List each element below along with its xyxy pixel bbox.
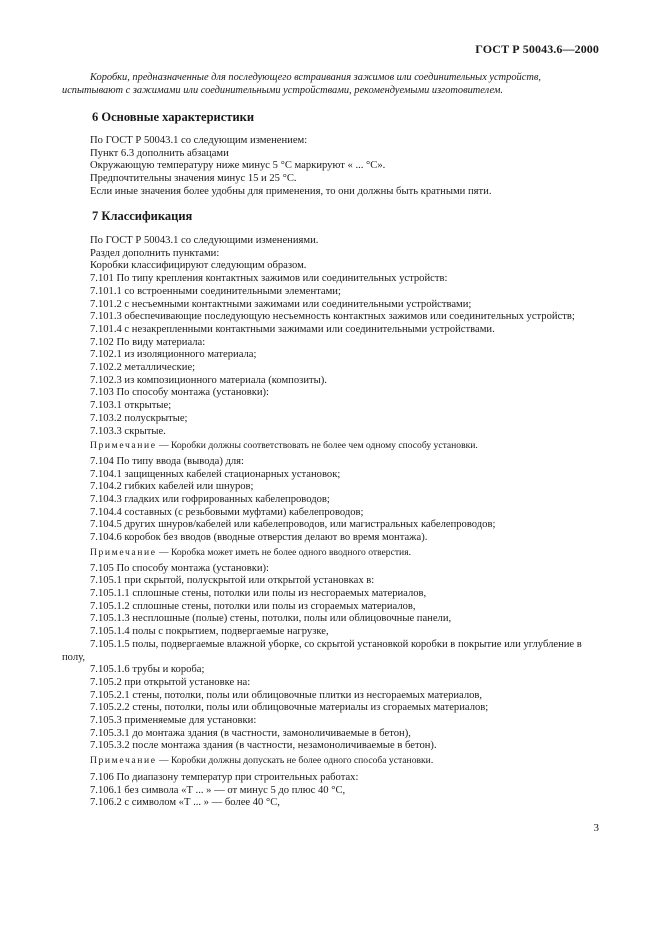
text-line-wrapped: 7.105.1.5 полы, подвергаемые влажной уборке, со скрытой установкой коробки в покрытие или углубление в полу, [62,638,582,663]
text-line: 7.101 По типу крепления контактных зажимов или соединительных устройств: [90,273,448,285]
note-text: — Коробка может иметь не более одного вводного отверстия. [156,546,412,558]
text-line: 7.105.1.3 несплошные (полые) стены, потолки, полы или облицовочные панели, [90,613,452,625]
text-line: 7.104.6 коробок без вводов (вводные отверстия делают во время монтажа). [90,532,428,544]
note-label: Примечание [90,440,157,452]
text-line: 7.105.3 применяемые для установки: [90,715,257,727]
text-line: 7.105.1.2 сплошные стены, потолки или полы из сгораемых материалов, [90,600,416,612]
text-line: 7.105.2.1 стены, потолки, полы или облицовочные плитки из несгораемых материалов, [90,689,483,701]
note-1 [62,440,602,453]
text-line: 7.103.3 скрытые. [90,425,166,437]
text-line: 7.102 По виду материала: [90,336,206,348]
text-line: 7.106 По диапазону температур при строительных работах: [90,771,359,783]
note-2 [62,547,602,560]
note-text: — Коробки должны допускать не более одного способа установки. [156,755,434,767]
text-line: 7.106.1 без символа «Т ... » — от минус 5 до плюс 40 °С, [90,784,346,796]
section-7-body [62,235,602,810]
text-line: 7.103 По способу монтажа (установки): [90,387,269,399]
text-line: 7.105.2 при открытой установке на: [90,676,251,688]
text-line: 7.104.2 гибких кабелей или шнуров; [90,481,254,493]
text-line: 7.105.3.1 до монтажа здания (в частности, замоноличиваемые в бетон), [90,727,411,739]
note-label: Примечание [90,546,157,558]
text-line: 7.101.2 с несъемными контактными зажимами или соединительными устройствами; [90,298,472,310]
intro-paragraph: Коробки, предназначенные для последующего встраивания зажимов или соединительных устройств, испытывают с зажимами или соединительными устройствами, рекомендуемыми изготовителем. [62,72,541,96]
text-line: 7.105.1.1 сплошные стены, потолки или полы из несгораемых материалов, [90,587,427,599]
text-line: 7.102.2 металлические; [90,362,196,374]
text-line: 7.103.1 открытые; [90,400,172,412]
text-line: 7.104.1 защищенных кабелей стационарных установок; [90,468,341,480]
text-line: Коробки классифицируют следующим образом. [90,260,307,272]
page-number: 3 [593,822,599,834]
text-line: Предпочтительны значения минус 15 и 25 °С. [90,173,297,185]
text-line: 7.105.1 при скрытой, полускрытой или открытой установках в: [90,575,375,587]
section-7-heading: 7 Классификация [92,209,193,223]
text-line: 7.105.1.4 полы с покрытием, подвергаемые нагрузке, [90,626,329,638]
text-line: 7.101.4 с незакрепленными контактными зажимами или соединительными устройствами. [90,323,495,335]
text-line: 7.104.3 гладких или гофрированных кабелепроводов; [90,494,330,506]
text-line: Раздел дополнить пунктами: [90,247,220,259]
text-line: 7.105 По способу монтажа (установки): [90,562,269,574]
note-label: Примечание [90,755,157,767]
text-line: По ГОСТ Р 50043.1 со следующими изменениями. [90,235,319,246]
text-line: 7.105.1.6 трубы и короба; [90,664,205,676]
text-line: 7.102.3 из композиционного материала (композиты). [90,374,327,386]
text-line: 7.105.3.2 после монтажа здания (в частности, незамоноличиваемые в бетон). [90,740,437,752]
section-6-heading: 6 Основные характеристики [92,110,255,124]
text-line: По ГОСТ Р 50043.1 со следующим изменением: [90,135,308,146]
note-3 [62,755,602,768]
text-line: Если иные значения более удобны для применения, то они должны быть кратными пяти. [90,185,492,197]
text-line: 7.102.1 из изоляционного материала; [90,349,257,361]
standard-header: ГОСТ Р 50043.6—2000 [475,42,599,56]
text-line-wrapped: 7.101.3 обеспечивающие последующую несъемность контактных зажимов или соединительных устройств; [90,311,575,323]
text-line: 7.106.2 с символом «Т ... » — более 40 °С, [90,797,280,809]
text-line: Пункт 6.3 дополнить абзацами [90,147,229,159]
text-line: 7.104 По типу ввода (вывода) для: [90,455,244,467]
section-6-body [62,135,602,199]
text-line: Окружающую температуру ниже минус 5 °С маркируют « ... °С». [90,160,386,172]
text-line: 7.103.2 полускрытые; [90,412,188,424]
text-line: 7.104.4 составных (с резьбовыми муфтами) кабелепроводов; [90,506,364,518]
note-text: — Коробки должны соответствовать не более чем одному способу установки. [156,440,478,452]
text-line: 7.101.1 со встроенными соединительными элементами; [90,285,341,297]
text-line: 7.105.2.2 стены, потолки, полы или облицовочные материалы из сгораемых материалов; [90,702,489,714]
text-line: 7.104.5 других шнуров/кабелей или кабелепроводов, или магистральных кабелепроводов; [90,519,496,531]
